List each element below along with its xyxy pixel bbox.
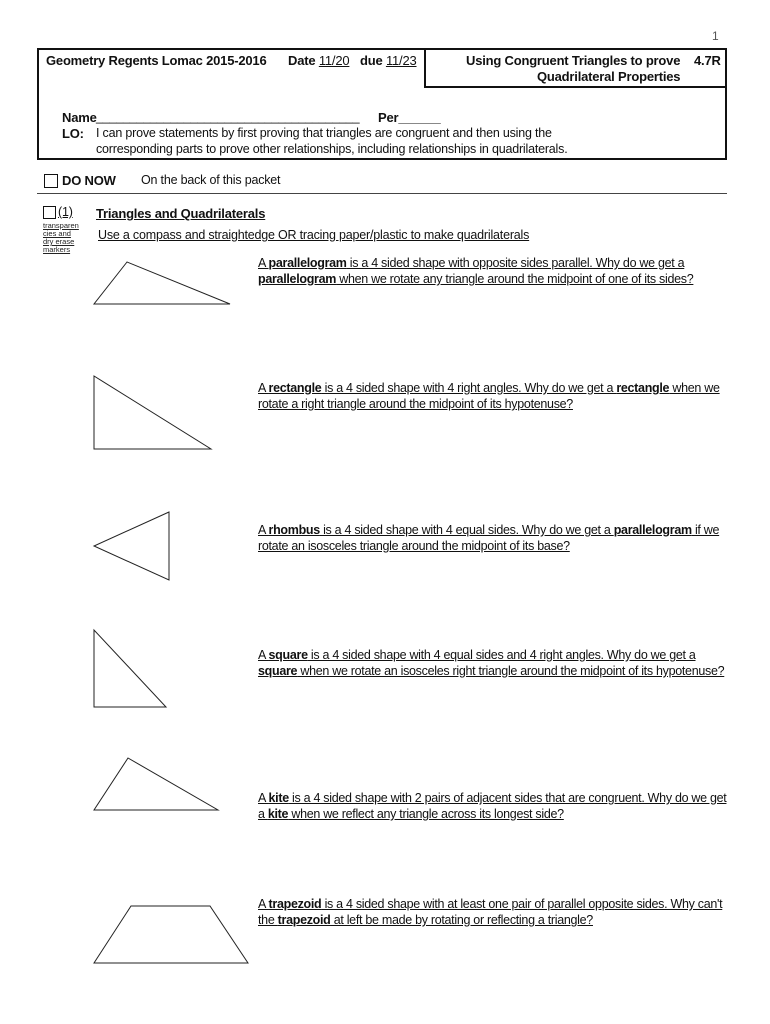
item-term: kite bbox=[268, 791, 289, 805]
lo-text-line1: I can prove statements by first proving that triangles are congruent and then using the bbox=[96, 126, 552, 140]
lesson-title-line1: Using Congruent Triangles to prove bbox=[466, 53, 681, 68]
isosceles-triangle bbox=[94, 512, 169, 580]
lo-text-line2: corresponding parts to prove other relationships, including relationships in quadrilaterals. bbox=[96, 142, 568, 156]
item-parallelogram bbox=[258, 255, 728, 287]
materials-note-line: markers bbox=[43, 245, 71, 254]
date-label: Date bbox=[288, 53, 316, 68]
item-text: is a 4 sided shape with 2 pairs of adjacent sides that are congruent. Why do we get a bbox=[258, 791, 727, 821]
item-term: parallelogram bbox=[258, 272, 337, 286]
item-text: is a 4 sided shape with 4 equal sides and 4 right angles. Why do we get a bbox=[307, 648, 696, 662]
item-text: is a 4 sided shape with 4 right angles. Why do we get a bbox=[321, 381, 617, 395]
item-text: at left be made by rotating or reflecting a triangle? bbox=[330, 913, 593, 927]
item-term: rectangle bbox=[268, 381, 322, 395]
item-term: square bbox=[258, 664, 298, 678]
item-term: rhombus bbox=[268, 523, 320, 537]
item-text: A bbox=[258, 523, 269, 537]
due-value: 11/23 bbox=[385, 53, 417, 68]
item-term: trapezoid bbox=[268, 897, 322, 911]
period-field[interactable]: Per______ bbox=[378, 110, 441, 125]
item-text: is a 4 sided shape with at least one pair of parallel opposite sides. Why can't the bbox=[258, 897, 723, 927]
section1-number: (1) bbox=[58, 205, 73, 219]
course-title: Geometry Regents Lomac 2015-2016 bbox=[46, 53, 267, 68]
section1-title: Triangles and Quadrilaterals bbox=[96, 206, 266, 221]
item-square bbox=[258, 647, 728, 679]
item-trapezoid bbox=[258, 896, 728, 928]
do-now-label: DO NOW bbox=[62, 173, 116, 188]
do-now-text: On the back of this packet bbox=[141, 173, 281, 187]
isosceles-right-triangle bbox=[94, 630, 166, 707]
lesson-code: 4.7R bbox=[694, 53, 721, 68]
obtuse-triangle bbox=[94, 758, 218, 810]
item-kite bbox=[258, 790, 728, 822]
item-text: is a 4 sided shape with opposite sides parallel. Why do we get a bbox=[346, 256, 685, 270]
item-term: parallelogram bbox=[613, 523, 692, 537]
item-text: A bbox=[258, 256, 269, 270]
instruction: Use a compass and straightedge OR tracing paper/plastic to make quadrilaterals bbox=[98, 228, 530, 242]
item-text: if we rotate an isosceles triangle around the midpoint of its base? bbox=[258, 523, 720, 553]
materials-note-line: cies and bbox=[43, 229, 71, 238]
item-term: rectangle bbox=[616, 381, 670, 395]
materials-note-line: dry erase bbox=[43, 237, 75, 246]
lesson-title-line2: Quadrilateral Properties bbox=[537, 69, 681, 84]
date-value: 11/20 bbox=[318, 53, 350, 68]
item-rhombus bbox=[258, 522, 728, 554]
item-term: trapezoid bbox=[277, 913, 331, 927]
item-text: A bbox=[258, 381, 269, 395]
item-text: when we rotate any triangle around the midpoint of one of its sides? bbox=[336, 272, 694, 286]
materials-note-line: transparen bbox=[43, 221, 79, 230]
name-label: Name bbox=[62, 110, 97, 125]
item-text: is a 4 sided shape with 4 equal sides. Why do we get a bbox=[319, 523, 614, 537]
page-number: 1 bbox=[712, 29, 719, 43]
item-term: parallelogram bbox=[268, 256, 347, 270]
trapezoid-shape bbox=[94, 906, 248, 963]
item-text: A bbox=[258, 791, 269, 805]
item-rectangle bbox=[258, 380, 728, 412]
item-text: A bbox=[258, 648, 269, 662]
item-text: when we rotate an isosceles right triangle around the midpoint of its hypotenuse? bbox=[297, 664, 725, 678]
item-term: kite bbox=[267, 807, 289, 821]
item-text: when we reflect any triangle across its longest side? bbox=[288, 807, 564, 821]
due-label: due bbox=[360, 53, 383, 68]
scalene-triangle bbox=[94, 262, 230, 304]
name-blank[interactable]: _______________________________________ bbox=[96, 110, 360, 124]
lo-label: LO: bbox=[62, 126, 84, 141]
item-text: A bbox=[258, 897, 269, 911]
item-term: square bbox=[268, 648, 308, 662]
item-text: when we rotate a right triangle around the midpoint of its hypotenuse? bbox=[258, 381, 720, 411]
right-triangle bbox=[94, 376, 211, 449]
